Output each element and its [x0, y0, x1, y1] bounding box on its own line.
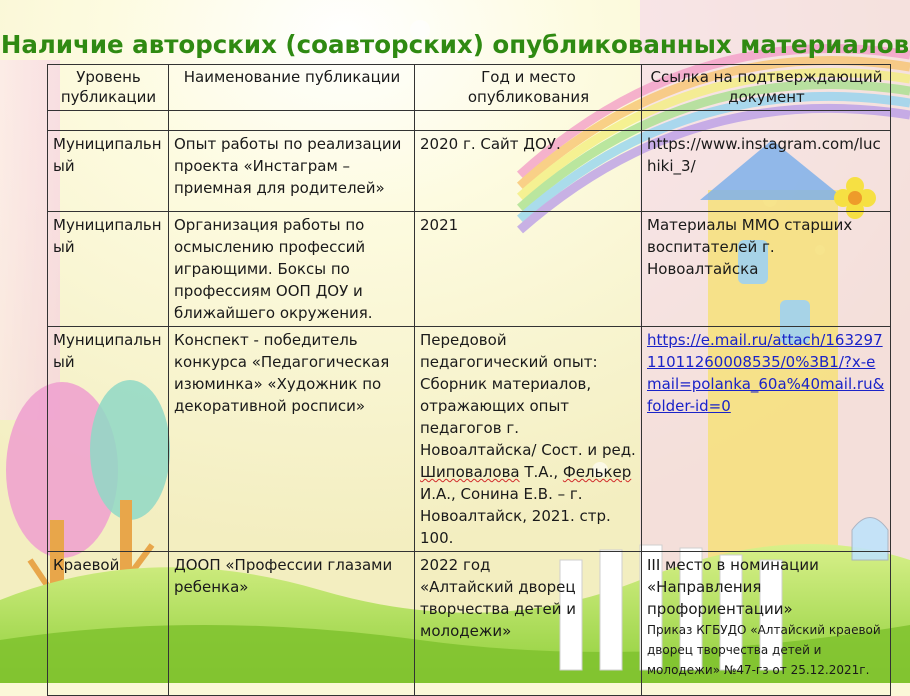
- publications-table: [47, 64, 891, 696]
- year-place-text: Т.А.,: [519, 463, 563, 481]
- attachment-link[interactable]: https://e.mail.ru/attach/16329711011260008535/0%3B1/?x-email=polanka_60a%40mail.ru&folder-id=0: [647, 331, 885, 415]
- cell-level: Муниципальный: [48, 212, 169, 327]
- table-cell: [48, 111, 169, 131]
- cell-link: [642, 327, 891, 552]
- year-place-line: «Алтайский дворец творчества детей и молодежи»: [420, 578, 576, 640]
- header-link: Ссылка на подтверждающий документ: [642, 65, 891, 111]
- cell-year-place: 2021: [415, 212, 642, 327]
- table-row: [48, 552, 891, 696]
- cell-year-place: 2020 г. Сайт ДОУ.: [415, 131, 642, 212]
- table-header-row: [48, 65, 891, 111]
- author-name-shipovalova: Шиповалова: [420, 463, 520, 481]
- table-empty-row: [48, 111, 891, 131]
- order-text: Приказ КГБУДО «Алтайский краевой дворец творчества детей и молодежи» №47-гз от 25.12.2021г.: [647, 623, 881, 677]
- year-place-text: Передовой педагогический опыт: Сборник материалов, отражающих опыт педагогов г. Новоалтайска/ Сост. и ред.: [420, 331, 636, 459]
- cell-name: Организация работы по осмыслению профессий играющими. Боксы по профессиям ООП ДОУ и ближайшего окружения.: [169, 212, 415, 327]
- award-text: III место в номинации «Направления профориентации»: [647, 556, 819, 618]
- year-place-line: 2022 год: [420, 556, 491, 574]
- cell-level: Муниципальный: [48, 131, 169, 212]
- header-name: Наименование публикации: [169, 65, 415, 111]
- table-row: [48, 327, 891, 552]
- cell-level: Муниципальный: [48, 327, 169, 552]
- cell-name: Конспект - победитель конкурса «Педагогическая изюминка» «Художник по декоративной росписи»: [169, 327, 415, 552]
- cell-year-place: [415, 327, 642, 552]
- cell-link: https://www.instagram.com/luchiki_3/: [642, 131, 891, 212]
- author-name-felker: Фелькер: [562, 463, 632, 481]
- table-cell: [642, 111, 891, 131]
- cell-link: [642, 552, 891, 696]
- table-row: [48, 212, 891, 327]
- cell-year-place: [415, 552, 642, 696]
- page-title: Наличие авторских (соавторских) опубликованных материалов: [0, 30, 910, 59]
- year-place-text: И.А., Сонина Е.В. – г. Новоалтайск, 2021. стр. 100.: [420, 485, 611, 547]
- cell-link: Материалы ММО старших воспитателей г. Новоалтайска: [642, 212, 891, 327]
- header-level: Уровень публикации: [48, 65, 169, 111]
- header-year-place: Год и место опубликования: [415, 65, 642, 111]
- table-cell: [169, 111, 415, 131]
- table-cell: [415, 111, 642, 131]
- cell-name: ДООП «Профессии глазами ребенка»: [169, 552, 415, 696]
- cell-name: Опыт работы по реализации проекта «Инстаграм – приемная для родителей»: [169, 131, 415, 212]
- cell-level: Краевой: [48, 552, 169, 696]
- table-row: [48, 131, 891, 212]
